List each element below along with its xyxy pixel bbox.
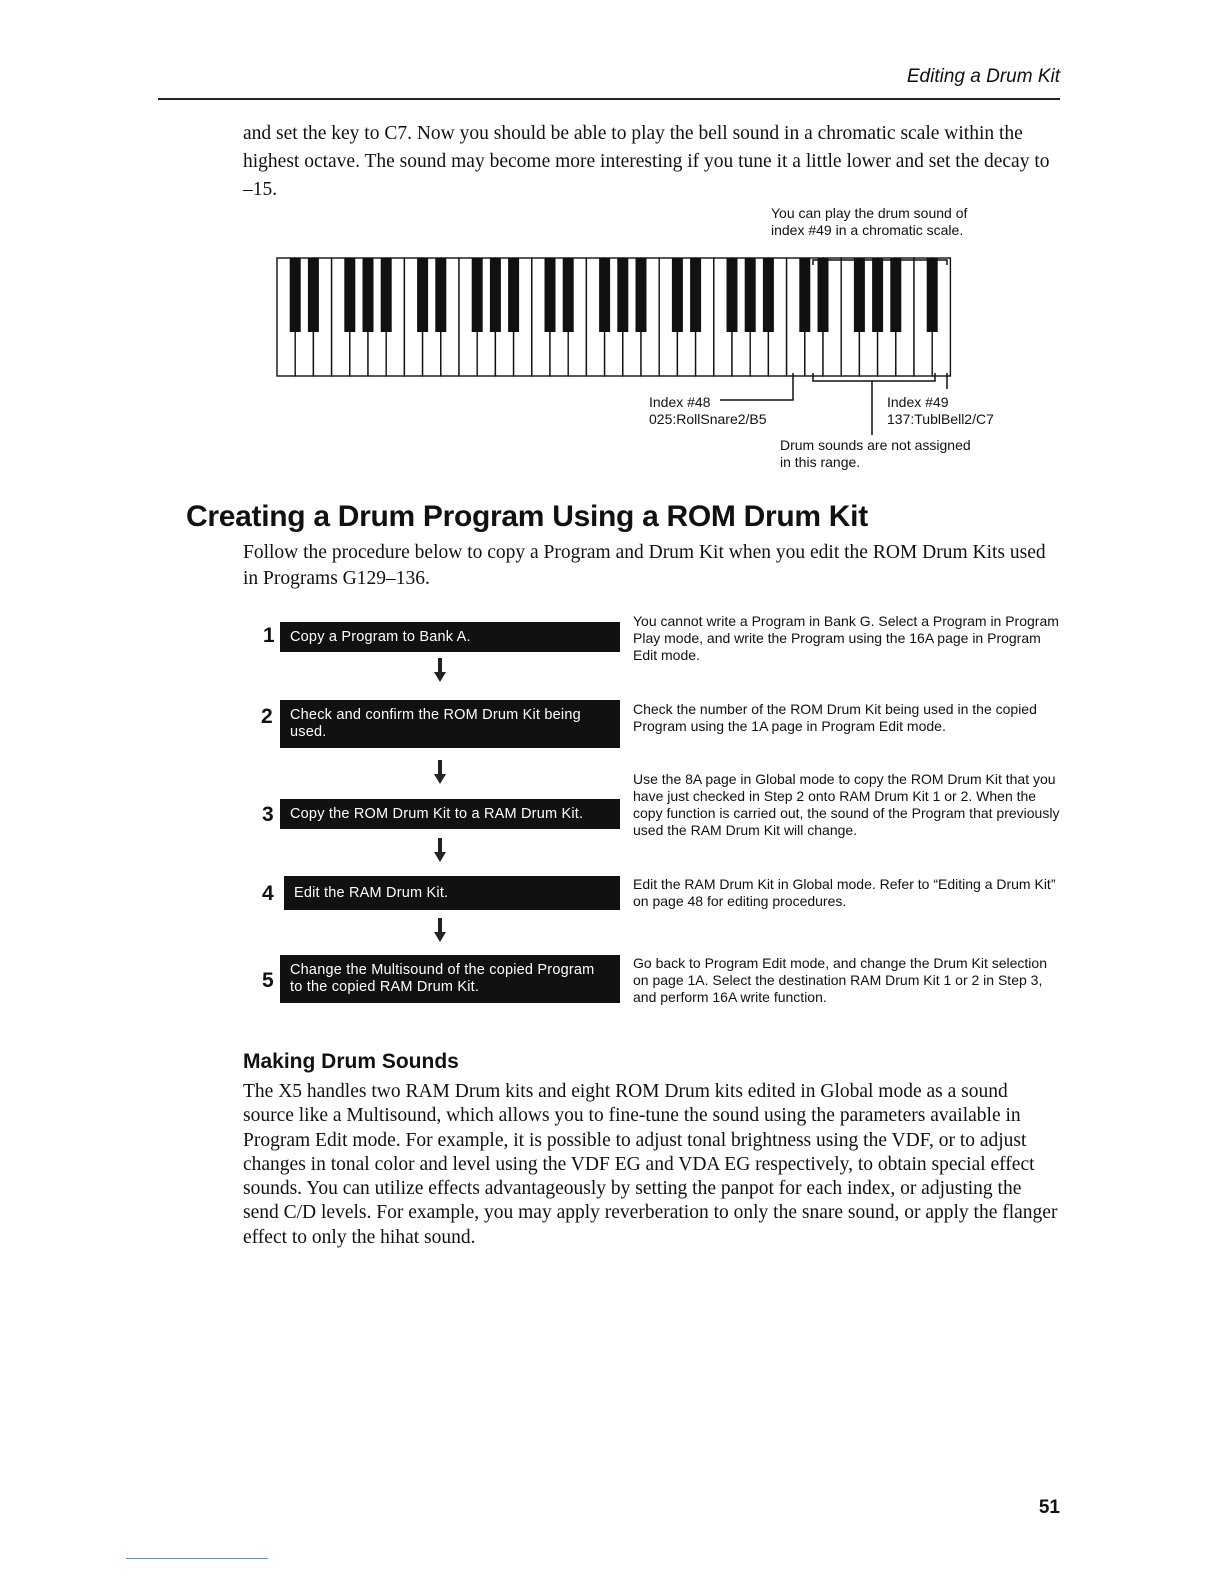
white-keys xyxy=(277,258,950,376)
black-key xyxy=(672,258,683,332)
black-key xyxy=(818,258,829,332)
black-key xyxy=(290,258,301,332)
index-48-sound: 025:RollSnare2/B5 xyxy=(649,411,767,427)
page-number: 51 xyxy=(1038,1497,1060,1518)
black-key xyxy=(417,258,428,332)
step-note: Use the 8A page in Global mode to copy the ROM Drum Kit that you have just checked in Step 2 onto RAM Drum Kit 1 or 2. When the copy function is carried out, the sound of the Program that previously used the RAM Drum Kit will change. xyxy=(633,771,1060,838)
step-note: You cannot write a Program in Bank G. Select a Program in Program Play mode, and write the Program using the 16A page in Program Edit mode. xyxy=(633,613,1059,663)
subsection-title: Making Drum Sounds xyxy=(243,1050,459,1073)
step-box: Change the Multisound of the copied Program to the copied RAM Drum Kit. xyxy=(280,955,620,1003)
range-note-line2: index #49 in a chromatic scale. xyxy=(771,222,964,238)
black-key xyxy=(435,258,446,332)
running-head: Editing a Drum Kit xyxy=(906,66,1060,87)
step-number: 1 xyxy=(263,624,275,647)
unassigned-note-line1: Drum sounds are not assigned xyxy=(780,437,971,453)
unassigned-note-line2: in this range. xyxy=(780,454,861,470)
black-key xyxy=(617,258,628,332)
step-note: Edit the RAM Drum Kit in Global mode. Refer to “Editing a Drum Kit” on page 48 for editing procedures. xyxy=(633,876,1056,909)
section-lead: Follow the procedure below to copy a Program and Drum Kit when you edit the ROM Drum Kits used in Programs G129–136. xyxy=(243,542,1046,589)
black-key xyxy=(690,258,701,332)
step-number: 4 xyxy=(262,882,274,905)
step-note: Go back to Program Edit mode, and change the Drum Kit selection on page 1A. Select the destination RAM Drum Kit 1 or 2 in Step 3, and perform 16A write function. xyxy=(633,955,1047,1005)
header-rule xyxy=(158,98,1060,100)
black-key xyxy=(799,258,810,332)
black-key xyxy=(363,258,374,332)
step-number: 3 xyxy=(262,803,274,826)
black-key xyxy=(308,258,319,332)
step-number: 5 xyxy=(262,969,274,992)
black-key xyxy=(344,258,355,332)
step-box: Check and confirm the ROM Drum Kit being used. xyxy=(280,700,620,748)
step-box: Copy a Program to Bank A. xyxy=(280,622,620,652)
black-key xyxy=(472,258,483,332)
black-key xyxy=(854,258,865,332)
index-48-label: Index #48 xyxy=(649,394,711,410)
black-key xyxy=(727,258,738,332)
index-49-sound: 137:TublBell2/C7 xyxy=(887,411,994,427)
footer-line xyxy=(126,1558,268,1559)
black-key xyxy=(381,258,392,332)
range-note-line1: You can play the drum sound of xyxy=(771,205,968,221)
intro-paragraph: and set the key to C7. Now you should be able to play the bell sound in a chromatic scale within the highest octave. The sound may become more interesting if you tune it a little lower and set the decay to –15. xyxy=(243,123,1050,200)
step-number: 2 xyxy=(261,705,273,728)
black-key xyxy=(745,258,756,332)
black-key xyxy=(563,258,574,332)
black-key xyxy=(927,258,938,332)
black-key xyxy=(545,258,556,332)
black-key xyxy=(763,258,774,332)
black-key xyxy=(490,258,501,332)
black-key xyxy=(599,258,610,332)
subsection-body: The X5 handles two RAM Drum kits and eight ROM Drum kits edited in Global mode as a sound source like a Multisound, which allows you to fine-tune the sound using the parameters available in Program Edit mode. For example, it is possible to adjust tonal brightness using the VDF, or to adjust changes in tonal color and level using the VDF EG and VDA EG respectively, to obtain special effect sounds. You can utilize effects advantageously by setting the panpot for each index, or adjusting the send C/D levels. For example, you may apply reverberation to only the snare sound, or apply the flanger effect to only the hihat sound. xyxy=(243,1081,1058,1248)
black-key xyxy=(508,258,519,332)
step-box: Copy the ROM Drum Kit to a RAM Drum Kit. xyxy=(280,799,620,829)
black-key xyxy=(636,258,647,332)
step-note: Check the number of the ROM Drum Kit being used in the copied Program using the 1A page in Program Edit mode. xyxy=(633,701,1037,734)
black-key xyxy=(872,258,883,332)
section-title: Creating a Drum Program Using a ROM Drum Kit xyxy=(186,500,868,533)
black-key xyxy=(890,258,901,332)
step-box: Edit the RAM Drum Kit. xyxy=(284,876,620,910)
index-49-label: Index #49 xyxy=(887,394,949,410)
index-48-leader xyxy=(720,373,793,400)
